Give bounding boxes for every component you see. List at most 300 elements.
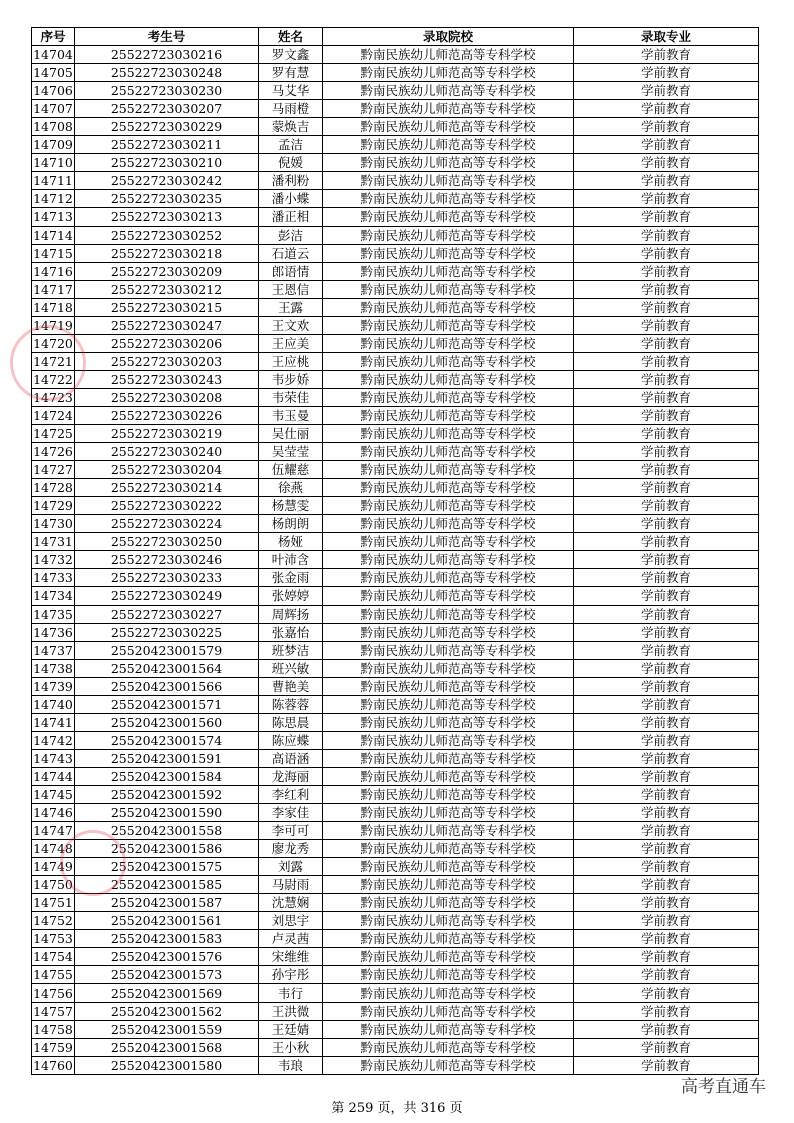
cell-major: 学前教育 [574,443,759,461]
cell-school: 黔南民族幼儿师范高等专科学校 [323,749,574,767]
cell-major: 学前教育 [574,767,759,785]
table-body [32,46,759,1075]
cell-school: 黔南民族幼儿师范高等专科学校 [323,840,574,858]
cell-candidate-id: 25522723030243 [75,370,259,388]
cell-school: 黔南民族幼儿师范高等专科学校 [323,767,574,785]
cell-school: 黔南民族幼儿师范高等专科学校 [323,659,574,677]
cell-index: 14746 [33,805,73,821]
cell-index: 14736 [33,624,73,640]
cell-index: 14721 [33,353,73,369]
cell-major: 学前教育 [574,912,759,930]
cell-school: 黔南民族幼儿师范高等专科学校 [323,641,574,659]
cell-index: 14712 [33,191,73,207]
cell-major: 学前教育 [574,479,759,497]
table-row [32,858,759,876]
cell-major: 学前教育 [574,136,759,154]
cell-school: 黔南民族幼儿师范高等专科学校 [323,623,574,641]
cell-index: 14747 [33,823,73,839]
cell-index: 14744 [33,768,73,784]
cell-index: 14729 [33,498,73,514]
cell-candidate-id: 25520423001592 [75,785,259,803]
cell-school: 黔南民族幼儿师范高等专科学校 [323,713,574,731]
cell-index: 14733 [33,570,73,586]
cell-major: 学前教育 [574,894,759,912]
cell-school: 黔南民族幼儿师范高等专科学校 [323,731,574,749]
cell-candidate-id: 25520423001576 [75,948,259,966]
cell-candidate-id: 25520423001561 [75,912,259,930]
cell-index: 14745 [33,786,73,802]
table-row [32,948,759,966]
cell-school: 黔南民族幼儿师范高等专科学校 [323,136,574,154]
table-row [32,713,759,731]
cell-index: 14724 [33,408,73,423]
table-row [32,822,759,840]
cell-school: 黔南民族幼儿师范高等专科学校 [323,858,574,876]
cell-major: 学前教育 [574,858,759,876]
cell-index: 14739 [33,678,73,694]
cell-school: 黔南民族幼儿师范高等专科学校 [323,966,574,984]
cell-major: 学前教育 [574,316,759,334]
cell-major: 学前教育 [574,533,759,551]
table-row [32,497,759,515]
cell-candidate-id: 25520423001584 [75,767,259,785]
cell-name: 蒙焕吉 [259,118,323,136]
cell-name: 王恩信 [259,280,323,298]
cell-candidate-id: 25522723030210 [75,154,259,172]
cell-school: 黔南民族幼儿师范高等专科学校 [323,190,574,208]
cell-candidate-id: 25522723030246 [75,551,259,569]
cell-index: 14758 [33,1021,73,1037]
table-row [32,334,759,352]
cell-name: 徐燕 [259,479,323,497]
cell-major: 学前教育 [574,82,759,100]
cell-school: 黔南民族幼儿师范高等专科学校 [323,46,574,64]
cell-index: 14752 [33,913,73,929]
table-row [32,100,759,118]
table-row [32,840,759,858]
cell-candidate-id: 25522723030219 [75,425,259,443]
cell-school: 黔南民族幼儿师范高等专科学校 [323,479,574,497]
table-row [32,966,759,984]
cell-index: 14718 [33,299,73,315]
table-row [32,46,759,64]
cell-name: 潘利粉 [259,172,323,190]
cell-candidate-id: 25522723030206 [75,334,259,352]
cell-index: 14717 [33,281,73,297]
cell-name: 郎语情 [259,262,323,280]
cell-name: 孟洁 [259,136,323,154]
cell-major: 学前教育 [574,785,759,803]
cell-candidate-id: 25520423001580 [75,1056,259,1074]
table-row [32,695,759,713]
cell-major: 学前教育 [574,749,759,767]
cell-name: 刘露 [259,858,323,876]
cell-index: 14713 [33,209,73,225]
cell-index: 14707 [33,101,73,117]
cell-candidate-id: 25520423001583 [75,930,259,948]
table-row [32,136,759,154]
cell-school: 黔南民族幼儿师范高等专科学校 [323,605,574,623]
cell-index: 14740 [33,696,73,712]
table-row [32,587,759,605]
cell-school: 黔南民族幼儿师范高等专科学校 [323,822,574,840]
cell-school: 黔南民族幼儿师范高等专科学校 [323,1020,574,1038]
cell-major: 学前教育 [574,334,759,352]
cell-name: 张嘉怡 [259,623,323,641]
cell-major: 学前教育 [574,804,759,822]
cell-name: 马尉雨 [259,876,323,894]
cell-name: 王文欢 [259,316,323,334]
cell-school: 黔南民族幼儿师范高等专科学校 [323,298,574,316]
cell-school: 黔南民族幼儿师范高等专科学校 [323,262,574,280]
cell-index: 14705 [33,65,73,81]
cell-candidate-id: 25522723030215 [75,298,259,316]
cell-school: 黔南民族幼儿师范高等专科学校 [323,894,574,912]
table-row [32,569,759,587]
cell-name: 周辉扬 [259,605,323,623]
cell-candidate-id: 25520423001569 [75,984,259,1002]
cell-major: 学前教育 [574,677,759,695]
cell-candidate-id: 25522723030214 [75,479,259,497]
cell-major: 学前教育 [574,64,759,82]
cell-index: 14732 [33,552,73,568]
cell-index: 14734 [33,588,73,604]
cell-candidate-id: 25520423001591 [75,749,259,767]
cell-index: 14715 [33,245,73,261]
cell-index: 14723 [33,389,73,405]
cell-name: 龙海丽 [259,767,323,785]
table-row [32,262,759,280]
cell-index: 14720 [33,335,73,351]
cell-name: 韦琅 [259,1056,323,1074]
cell-candidate-id: 25522723030235 [75,190,259,208]
table-row [32,82,759,100]
cell-major: 学前教育 [574,930,759,948]
cell-name: 伍耀慈 [259,461,323,479]
cell-name: 班梦洁 [259,641,323,659]
cell-name: 韦玉曼 [259,406,323,424]
cell-index: 14753 [33,931,73,947]
cell-candidate-id: 25520423001590 [75,804,259,822]
cell-index: 14716 [33,263,73,279]
cell-index: 14749 [33,859,73,875]
cell-major: 学前教育 [574,172,759,190]
header-name: 姓名 [259,28,323,46]
table-row [32,406,759,424]
cell-major: 学前教育 [574,425,759,443]
cell-index: 14719 [33,317,73,333]
cell-candidate-id: 25522723030207 [75,100,259,118]
table-row [32,731,759,749]
cell-major: 学前教育 [574,461,759,479]
cell-name: 张金雨 [259,569,323,587]
cell-major: 学前教育 [574,406,759,424]
cell-school: 黔南民族幼儿师范高等专科学校 [323,334,574,352]
cell-school: 黔南民族幼儿师范高等专科学校 [323,677,574,695]
table-row [32,912,759,930]
cell-candidate-id: 25522723030224 [75,515,259,533]
table-row [32,641,759,659]
table-row [32,316,759,334]
header-major: 录取专业 [574,28,759,46]
cell-index: 14708 [33,119,73,135]
table-row [32,1020,759,1038]
cell-name: 彭洁 [259,226,323,244]
cell-name: 陈应蝶 [259,731,323,749]
cell-name: 张婷婷 [259,587,323,605]
cell-name: 潘小蝶 [259,190,323,208]
cell-candidate-id: 25522723030216 [75,46,259,64]
cell-index: 14742 [33,732,73,748]
cell-index: 14728 [33,480,73,496]
cell-school: 黔南民族幼儿师范高等专科学校 [323,352,574,370]
cell-major: 学前教育 [574,190,759,208]
cell-candidate-id: 25522723030242 [75,172,259,190]
table-row [32,425,759,443]
cell-candidate-id: 25522723030222 [75,497,259,515]
brand-watermark: 高考直通车 [681,1077,766,1097]
cell-candidate-id: 25522723030230 [75,82,259,100]
cell-index: 14755 [33,967,73,983]
cell-name: 刘思宇 [259,912,323,930]
cell-school: 黔南民族幼儿师范高等专科学校 [323,118,574,136]
cell-name: 罗有慧 [259,64,323,82]
cell-candidate-id: 25520423001571 [75,695,259,713]
cell-major: 学前教育 [574,208,759,226]
table-row [32,461,759,479]
cell-candidate-id: 25520423001574 [75,731,259,749]
cell-major: 学前教育 [574,352,759,370]
cell-name: 吴仕丽 [259,425,323,443]
table-row [32,370,759,388]
cell-index: 14743 [33,750,73,766]
cell-candidate-id: 25522723030212 [75,280,259,298]
cell-index: 14756 [33,985,73,1001]
cell-school: 黔南民族幼儿师范高等专科学校 [323,912,574,930]
cell-candidate-id: 25522723030208 [75,388,259,406]
cell-candidate-id: 25522723030233 [75,569,259,587]
table-row [32,1056,759,1074]
cell-candidate-id: 25522723030204 [75,461,259,479]
admission-table [31,27,759,1075]
cell-school: 黔南民族幼儿师范高等专科学校 [323,443,574,461]
cell-candidate-id: 25520423001558 [75,822,259,840]
cell-candidate-id: 25520423001573 [75,966,259,984]
cell-major: 学前教育 [574,226,759,244]
cell-major: 学前教育 [574,840,759,858]
table-row [32,804,759,822]
cell-major: 学前教育 [574,244,759,262]
table-row [32,1038,759,1056]
cell-major: 学前教育 [574,587,759,605]
cell-school: 黔南民族幼儿师范高等专科学校 [323,280,574,298]
cell-candidate-id: 25520423001560 [75,713,259,731]
cell-candidate-id: 25520423001562 [75,1002,259,1020]
cell-candidate-id: 25522723030229 [75,118,259,136]
cell-school: 黔南民族幼儿师范高等专科学校 [323,930,574,948]
cell-major: 学前教育 [574,695,759,713]
cell-name: 宋维维 [259,948,323,966]
cell-major: 学前教育 [574,731,759,749]
cell-candidate-id: 25520423001585 [75,876,259,894]
cell-name: 李红利 [259,785,323,803]
cell-candidate-id: 25522723030225 [75,623,259,641]
cell-candidate-id: 25522723030227 [75,605,259,623]
cell-name: 杨娅 [259,533,323,551]
cell-school: 黔南民族幼儿师范高等专科学校 [323,406,574,424]
table-row [32,876,759,894]
cell-index: 14737 [33,642,73,658]
cell-name: 潘正相 [259,208,323,226]
cell-candidate-id: 25520423001586 [75,840,259,858]
cell-index: 14730 [33,516,73,532]
cell-major: 学前教育 [574,154,759,172]
cell-school: 黔南民族幼儿师范高等专科学校 [323,100,574,118]
table-row [32,605,759,623]
table-row [32,64,759,82]
table-row [32,443,759,461]
cell-candidate-id: 25520423001568 [75,1038,259,1056]
table-row [32,623,759,641]
cell-name: 王应桃 [259,352,323,370]
cell-index: 14751 [33,895,73,911]
table-row [32,894,759,912]
cell-school: 黔南民族幼儿师范高等专科学校 [323,316,574,334]
cell-index: 14725 [33,426,73,442]
cell-major: 学前教育 [574,298,759,316]
cell-major: 学前教育 [574,280,759,298]
cell-index: 14722 [33,371,73,387]
cell-candidate-id: 25522723030249 [75,587,259,605]
cell-major: 学前教育 [574,1056,759,1074]
cell-school: 黔南民族幼儿师范高等专科学校 [323,82,574,100]
cell-candidate-id: 25520423001579 [75,641,259,659]
cell-school: 黔南民族幼儿师范高等专科学校 [323,876,574,894]
cell-name: 韦行 [259,984,323,1002]
header-index: 序号 [32,28,75,46]
cell-school: 黔南民族幼儿师范高等专科学校 [323,569,574,587]
cell-candidate-id: 25522723030209 [75,262,259,280]
cell-school: 黔南民族幼儿师范高等专科学校 [323,64,574,82]
cell-school: 黔南民族幼儿师范高等专科学校 [323,172,574,190]
table-row [32,551,759,569]
cell-school: 黔南民族幼儿师范高等专科学校 [323,948,574,966]
cell-major: 学前教育 [574,551,759,569]
cell-school: 黔南民族幼儿师范高等专科学校 [323,551,574,569]
cell-candidate-id: 25520423001564 [75,659,259,677]
cell-major: 学前教育 [574,1020,759,1038]
cell-major: 学前教育 [574,1002,759,1020]
cell-index: 14735 [33,606,73,622]
cell-index: 14757 [33,1003,73,1019]
cell-name: 王廷婧 [259,1020,323,1038]
cell-major: 学前教育 [574,569,759,587]
cell-candidate-id: 25522723030211 [75,136,259,154]
cell-candidate-id: 25522723030248 [75,64,259,82]
cell-school: 黔南民族幼儿师范高等专科学校 [323,1002,574,1020]
table-row [32,533,759,551]
cell-index: 14726 [33,444,73,460]
cell-name: 王露 [259,298,323,316]
cell-candidate-id: 25522723030250 [75,533,259,551]
cell-name: 沈慧娴 [259,894,323,912]
cell-name: 王小秋 [259,1038,323,1056]
cell-school: 黔南民族幼儿师范高等专科学校 [323,804,574,822]
table-row [32,785,759,803]
cell-candidate-id: 25522723030226 [75,406,259,424]
cell-major: 学前教育 [574,46,759,64]
cell-school: 黔南民族幼儿师范高等专科学校 [323,533,574,551]
cell-index: 14714 [33,227,73,243]
cell-name: 韦步娇 [259,370,323,388]
cell-index: 14709 [33,137,73,153]
header-school: 录取院校 [323,28,574,46]
cell-candidate-id: 25522723030203 [75,352,259,370]
cell-name: 杨慧雯 [259,497,323,515]
table-row [32,930,759,948]
cell-candidate-id: 25520423001575 [75,858,259,876]
cell-candidate-id: 25522723030252 [75,226,259,244]
cell-major: 学前教育 [574,370,759,388]
cell-major: 学前教育 [574,623,759,641]
cell-index: 14731 [33,534,73,550]
cell-name: 李可可 [259,822,323,840]
cell-index: 14706 [33,83,73,99]
cell-name: 马雨橙 [259,100,323,118]
cell-major: 学前教育 [574,713,759,731]
cell-school: 黔南民族幼儿师范高等专科学校 [323,425,574,443]
cell-major: 学前教育 [574,388,759,406]
cell-candidate-id: 25520423001587 [75,894,259,912]
cell-school: 黔南民族幼儿师范高等专科学校 [323,1038,574,1056]
cell-major: 学前教育 [574,515,759,533]
cell-school: 黔南民族幼儿师范高等专科学校 [323,154,574,172]
cell-school: 黔南民族幼儿师范高等专科学校 [323,587,574,605]
cell-name: 王应美 [259,334,323,352]
cell-major: 学前教育 [574,966,759,984]
cell-major: 学前教育 [574,497,759,515]
table-row [32,208,759,226]
cell-school: 黔南民族幼儿师范高等专科学校 [323,370,574,388]
cell-school: 黔南民族幼儿师范高等专科学校 [323,515,574,533]
table-header-row [32,28,759,46]
cell-school: 黔南民族幼儿师范高等专科学校 [323,244,574,262]
cell-major: 学前教育 [574,876,759,894]
cell-candidate-id: 25520423001559 [75,1020,259,1038]
table-row [32,479,759,497]
cell-school: 黔南民族幼儿师范高等专科学校 [323,226,574,244]
table-row [32,154,759,172]
cell-index: 14727 [33,462,73,478]
cell-name: 卢灵茜 [259,930,323,948]
table-row [32,767,759,785]
table-row [32,388,759,406]
table-row [32,280,759,298]
cell-major: 学前教育 [574,1038,759,1056]
cell-name: 吴莹莹 [259,443,323,461]
table-row [32,298,759,316]
cell-index: 14711 [33,173,73,189]
cell-name: 李家佳 [259,804,323,822]
table-row [32,749,759,767]
cell-name: 廖龙秀 [259,840,323,858]
cell-name: 班兴敏 [259,659,323,677]
cell-major: 学前教育 [574,948,759,966]
cell-index: 14754 [33,949,73,965]
cell-index: 14759 [33,1039,73,1055]
cell-index: 14748 [33,841,73,857]
cell-school: 黔南民族幼儿师范高等专科学校 [323,695,574,713]
